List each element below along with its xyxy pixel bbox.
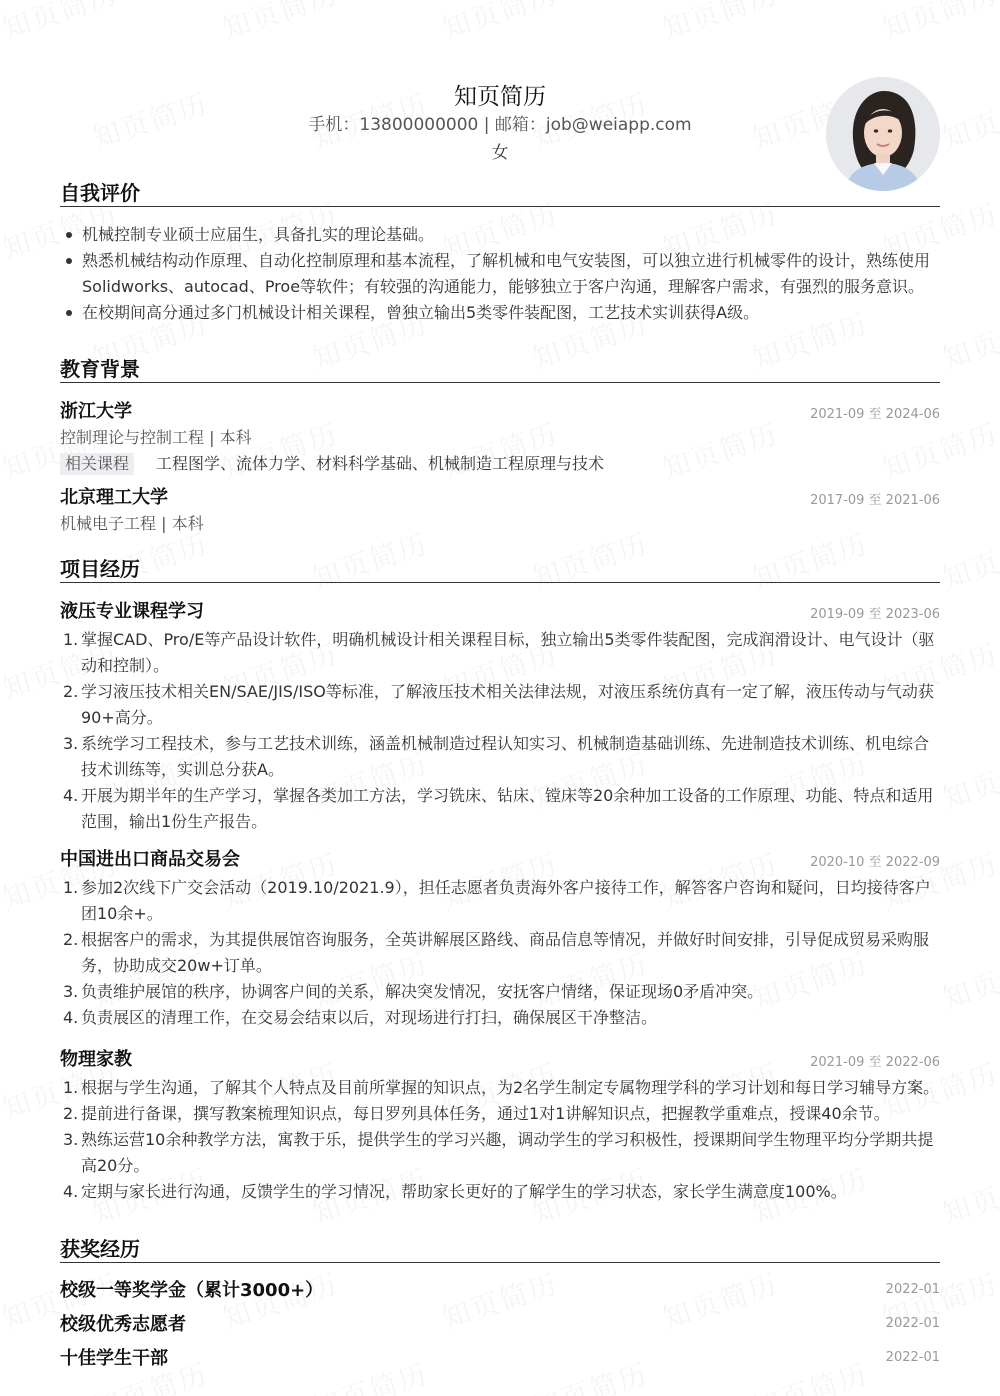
resume-page <box>60 0 940 1369</box>
education-entry <box>60 399 940 477</box>
award-date: 2022-01 <box>885 1282 940 1297</box>
project-name: 中国进出口商品交易会 <box>60 849 240 870</box>
list-item: 熟悉机械结构动作原理、自动化控制原理和基本流程，了解机械和电气安装图，可以独立进行机械零件的设计，熟练使用Solidworks、autocad、Proe等软件；有较强的沟通能力，能够独立于客户沟通，理解客户需求，有强烈的服务意识。 <box>60 248 940 300</box>
award-date: 2022-01 <box>885 1316 940 1331</box>
date-range: 2021-09 至 2024-06 <box>810 407 940 422</box>
award-date: 2022-01 <box>885 1350 940 1365</box>
list-item: 4. 负责展区的清理工作，在交易会结束以后，对现场进行打扫，确保展区干净整洁。 <box>63 1008 658 1027</box>
project-entry <box>60 1047 940 1205</box>
list-item: 1. 根据与学生沟通，了解其个人特点及目前所掌握的知识点，为2名学生制定专属物理学科的学习计划和每日学习辅导方案。 <box>63 1078 940 1097</box>
project-items <box>60 627 940 835</box>
award-name: 校级优秀志愿者 <box>60 1314 186 1335</box>
list-item: 2. 学习液压技术相关EN/SAE/JIS/ISO等标准，了解液压技术相关法律法规，对液压系统仿真有一定了解，液压传动与气动获90+高分。 <box>63 682 934 727</box>
date-range: 2020-10 至 2022-09 <box>810 855 940 870</box>
list-item: 4. 开展为期半年的生产学习，掌握各类加工方法，学习铣床、钻床、镗床等20余种加工设备的工作原理、功能、特点和适用范围，输出1份生产报告。 <box>63 786 934 831</box>
watermark <box>937 1157 1000 1232</box>
section-title: 项目经历 <box>60 555 940 583</box>
contact-info: 手机：13800000000 | 邮箱：job@weiapp.com <box>308 115 692 135</box>
course-list: 工程图学、流体力学、材料科学基础、机械制造工程原理与技术 <box>156 454 605 473</box>
project-entry <box>60 847 940 1031</box>
project-items <box>60 875 940 1031</box>
education-entry <box>60 485 940 537</box>
list-item: 机械控制专业硕士应届生，具备扎实的理论基础。 <box>60 222 940 248</box>
section-title: 教育背景 <box>60 355 940 383</box>
award-entry <box>60 1346 940 1380</box>
gender: 女 <box>491 143 509 163</box>
watermark <box>937 742 1000 817</box>
award-entry <box>60 1278 940 1312</box>
date-range: 2017-09 至 2021-06 <box>810 493 940 508</box>
list-item: 在校期间高分通过多门机械设计相关课程，曾独立输出5类零件装配图，工艺技术实训获得A级。 <box>60 300 940 326</box>
watermark <box>937 82 1000 157</box>
watermark <box>937 522 1000 597</box>
project-name: 液压专业课程学习 <box>60 601 204 622</box>
list-item: 3. 熟练运营10余种教学方法，寓教于乐，提供学生的学习兴趣，调动学生的学习积极性，授课期间学生物理平均分学期共提高20分。 <box>63 1130 934 1175</box>
list-item: 2. 提前进行备课，撰写教案梳理知识点，每日罗列具体任务，通过1对1讲解知识点，把握教学重难点，授课40余节。 <box>63 1104 890 1123</box>
list-item: 4. 定期与家长进行沟通，反馈学生的学习情况，帮助家长更好的了解学生的学习状态，家长学生满意度100%。 <box>63 1182 847 1201</box>
date-range: 2019-09 至 2023-06 <box>810 607 940 622</box>
project-entry <box>60 599 940 835</box>
list-item: 2. 根据客户的需求，为其提供展馆咨询服务，全英讲解展区路线、商品信息等情况，并做好时间安排，引导促成贸易采购服务，协助成交20w+订单。 <box>63 930 930 975</box>
award-name: 十佳学生干部 <box>60 1348 168 1369</box>
school-name: 北京理工大学 <box>60 487 168 508</box>
watermark <box>937 302 1000 377</box>
course-row <box>60 451 940 477</box>
list-item: 3. 负责维护展馆的秩序，协调客户间的关系，解决突发情况，安抚客户情绪，保证现场0矛盾冲突。 <box>63 982 764 1001</box>
projects-section <box>60 555 940 1205</box>
list-item: 3. 系统学习工程技术，参与工艺技术训练，涵盖机械制造过程认知实习、机械制造基础训练、先进制造技术训练、机电综合技术训练等，实训总分获A。 <box>63 734 930 779</box>
major-degree: 机械电子工程 | 本科 <box>60 514 204 533</box>
section-title: 自我评价 <box>60 179 940 207</box>
candidate-name: 知页简历 <box>454 84 546 110</box>
self-evaluation-list <box>60 222 940 326</box>
major-degree: 控制理论与控制工程 | 本科 <box>60 428 252 447</box>
project-name: 物理家教 <box>60 1049 132 1070</box>
resume-header <box>60 0 940 175</box>
date-range: 2021-09 至 2022-06 <box>810 1055 940 1070</box>
section-title: 获奖经历 <box>60 1235 940 1263</box>
award-entry <box>60 1312 940 1346</box>
avatar <box>826 77 940 191</box>
self-evaluation-section <box>60 179 940 326</box>
award-name: 校级一等奖学金（累计3000+） <box>60 1280 324 1301</box>
list-item: 1. 掌握CAD、Pro/E等产品设计软件，明确机械设计相关课程目标，独立输出5类零件装配图，完成润滑设计、电气设计（驱动和控制）。 <box>63 630 935 675</box>
education-section <box>60 355 940 537</box>
course-tag: 相关课程 <box>60 453 134 475</box>
school-name: 浙江大学 <box>60 401 132 422</box>
watermark <box>937 942 1000 1017</box>
list-item: 1. 参加2次线下广交会活动（2019.10/2021.9），担任志愿者负责海外客户接待工作，解答客户咨询和疑问，日均接待客户团10余+。 <box>63 878 931 923</box>
avatar-photo <box>826 77 940 191</box>
project-items <box>60 1075 940 1205</box>
awards-section <box>60 1235 940 1380</box>
